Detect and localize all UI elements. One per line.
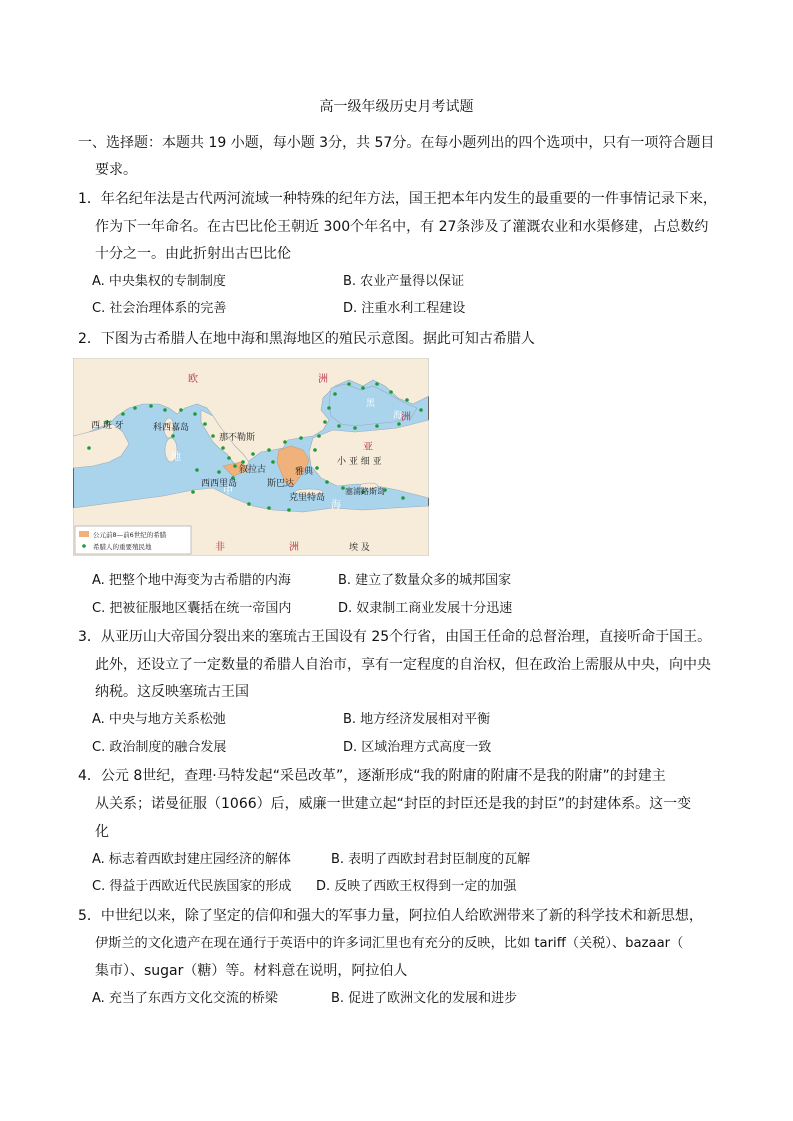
question-3-line-1: 3．从亚历山大帝国分裂出来的塞琉古王国设有 25个行省，由国王任命的总督治理，直接听命于国王。 xyxy=(78,629,712,645)
question-1-option-c[interactable]: C. 社会治理体系的完善 xyxy=(92,301,227,316)
map-legend xyxy=(75,526,191,554)
question-3-option-c[interactable]: C. 政治制度的融合发展 xyxy=(92,740,227,755)
question-2-line-1: 2．下图为古希腊人在地中海和黑海地区的殖民示意图。据此可知古希腊人 xyxy=(78,331,535,347)
question-4-option-a[interactable]: A. 标志着西欧封建庄园经济的解体 xyxy=(92,852,291,867)
question-4-line-2: 从关系；诺曼征服（1066）后，威廉一世建立起“封臣的封臣还是我的封臣”的封建体系。这一变 xyxy=(95,796,692,812)
map-label-hai: 海 xyxy=(331,500,341,511)
map-label-europe-2: 洲 xyxy=(318,374,328,385)
page-title: 高一级年级历史月考试题 xyxy=(319,99,474,115)
question-1-line-1: 1．年名纪年法是古代两河流域一种特殊的纪年方法，国王把本年内发生的最重要的一件事情记录下来， xyxy=(78,191,717,207)
map-label-sparta: 斯巴达 xyxy=(267,479,295,489)
map-label-zhong: 中 xyxy=(223,486,233,497)
question-2-option-d[interactable]: D. 奴隶制工商业发展十分迅速 xyxy=(338,601,513,616)
question-5-line-3: 集市）、sugar（糖）等。材料意在说明，阿拉伯人 xyxy=(95,963,408,979)
question-1-line-3: 十分之一。由此折射出古巴比伦 xyxy=(95,246,291,262)
greek-colonization-map xyxy=(73,358,429,556)
map-label-sicily: 西西里岛 xyxy=(201,479,238,489)
map-label-black-1: 黑 xyxy=(366,399,376,409)
map-label-asia-1: 亚 xyxy=(363,442,373,453)
map-label-naples: 那不勒斯 xyxy=(219,433,256,443)
map-label-corsica: 科西嘉岛 xyxy=(153,423,190,433)
section-header-line-1: 一、选择题：本题共 19 小题，每小题 3分，共 57分。在每小题列出的四个选项中，只有一项符合题目 xyxy=(78,135,715,151)
map-label-di: 地 xyxy=(171,452,181,463)
question-2-option-b[interactable]: B. 建立了数量众多的城邦国家 xyxy=(338,573,512,588)
map-label-asia-minor: 小 亚 细 亚 xyxy=(337,457,382,467)
map-label-black-2: 海 xyxy=(393,411,403,421)
question-5-line-1: 5．中世纪以来，除了坚定的信仰和强大的军事力量，阿拉伯人给欧洲带来了新的科学技术和新思想， xyxy=(78,908,703,924)
question-1-option-a[interactable]: A. 中央集权的专制制度 xyxy=(92,274,226,289)
legend-greece-swatch xyxy=(79,531,89,537)
section-header-line-2: 要求。 xyxy=(95,162,137,178)
question-1-line-2: 作为下一年命名。在古巴比伦王朝近 300个年名中，有 27条涉及了灌溉农业和水渠修建，占总数约 xyxy=(95,219,709,235)
question-3-option-d[interactable]: D. 区域治理方式高度一致 xyxy=(343,740,492,755)
map-label-asia-2: 洲 xyxy=(401,412,411,423)
map-label-cyprus: 塞浦路斯岛 xyxy=(345,487,385,496)
question-2-option-a[interactable]: A. 把整个地中海变为古希腊的内海 xyxy=(92,573,291,588)
question-3-line-3: 纳税。这反映塞琉古王国 xyxy=(95,684,249,700)
legend-greece-label: 公元前8—前6世纪的希腊 xyxy=(93,531,167,539)
question-3-option-b[interactable]: B. 地方经济发展相对平衡 xyxy=(343,712,491,727)
map-label-africa-2: 洲 xyxy=(289,542,299,553)
question-4-option-d[interactable]: D. 反映了西欧王权得到一定的加强 xyxy=(316,879,517,894)
question-1-option-b[interactable]: B. 农业产量得以保证 xyxy=(343,274,465,289)
question-5-option-b[interactable]: B. 促进了欧洲文化的发展和进步 xyxy=(331,991,518,1006)
map-label-egypt: 埃 及 xyxy=(349,543,370,553)
question-2-option-c[interactable]: C. 把被征服地区囊括在统一帝国内 xyxy=(92,601,292,616)
question-1-option-d[interactable]: D. 注重水利工程建设 xyxy=(343,301,466,316)
map-label-syracuse: 叙拉古 xyxy=(239,465,267,475)
question-4-line-3: 化 xyxy=(95,824,109,840)
map-label-africa-1: 非 xyxy=(215,542,225,553)
map-label-spain: 西 班 牙 xyxy=(91,421,124,431)
map-label-crete: 克里特岛 xyxy=(289,493,326,503)
legend-colony-label: 希腊人的重要殖民地 xyxy=(93,543,152,551)
legend-colony-swatch xyxy=(82,544,86,548)
question-3-option-a[interactable]: A. 中央与地方关系松弛 xyxy=(92,712,226,727)
question-4-option-b[interactable]: B. 表明了西欧封君封臣制度的瓦解 xyxy=(331,852,531,867)
question-3-line-2: 此外，还设立了一定数量的希腊人自治市，享有一定程度的自治权，但在政治上需服从中央，向中央 xyxy=(95,657,711,673)
question-5-option-a[interactable]: A. 充当了东西方文化交流的桥梁 xyxy=(92,991,278,1006)
question-5-line-2: 伊斯兰的文化遗产在现在通行于英语中的许多词汇里也有充分的反映，比如 tariff（关税）、bazaar（ xyxy=(95,936,684,951)
question-4-line-1: 4．公元 8世纪，查理·马特发起“采邑改革”，逐渐形成“我的附庸的附庸不是我的附庸”的封建主 xyxy=(78,768,666,784)
map-label-europe-1: 欧 xyxy=(188,374,198,385)
question-4-option-c[interactable]: C. 得益于西欧近代民族国家的形成 xyxy=(92,879,292,894)
map-label-athens: 雅典 xyxy=(295,467,314,477)
